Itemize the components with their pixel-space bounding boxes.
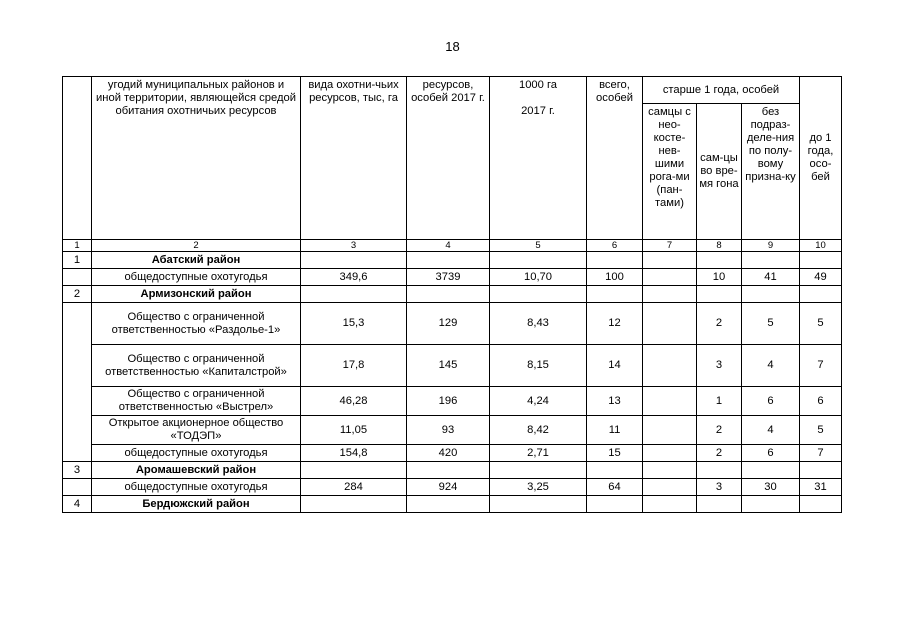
value-c7 xyxy=(643,269,697,286)
column-number: 1 xyxy=(63,240,92,252)
empty-cell xyxy=(587,462,643,479)
value-c10: 6 xyxy=(800,387,842,416)
district-row xyxy=(63,286,842,303)
empty-cell xyxy=(697,462,742,479)
value-c3: 15,3 xyxy=(301,303,407,345)
value-c5: 8,43 xyxy=(490,303,587,345)
column-number: 8 xyxy=(697,240,742,252)
empty-cell xyxy=(490,286,587,303)
empty-cell xyxy=(800,462,842,479)
table-row xyxy=(63,345,842,387)
value-c9: 4 xyxy=(742,345,800,387)
value-c4: 420 xyxy=(407,445,490,462)
value-c8: 3 xyxy=(697,345,742,387)
row-number-cell xyxy=(63,269,92,286)
empty-cell xyxy=(301,286,407,303)
holder-name: Общество с ограниченной ответственностью «Раздолье-1» xyxy=(92,303,301,345)
empty-cell xyxy=(490,462,587,479)
empty-cell xyxy=(697,252,742,269)
header-col8: сам-цы во вре-мя гона xyxy=(697,104,742,240)
empty-cell xyxy=(407,252,490,269)
header-col2: угодий муниципальных районов и иной территории, являющейся средой обитания охотничьих ресурсов xyxy=(92,77,301,240)
empty-cell xyxy=(407,496,490,513)
value-c9: 5 xyxy=(742,303,800,345)
value-c3: 17,8 xyxy=(301,345,407,387)
empty-cell xyxy=(587,286,643,303)
value-c9: 30 xyxy=(742,479,800,496)
district-row xyxy=(63,252,842,269)
empty-cell xyxy=(587,252,643,269)
value-c6: 12 xyxy=(587,303,643,345)
holder-name: Общество с ограниченной ответственностью «Капиталстрой» xyxy=(92,345,301,387)
column-number-row xyxy=(63,240,842,252)
value-c5: 3,25 xyxy=(490,479,587,496)
holder-name: Общество с ограниченной ответственностью «Выстрел» xyxy=(92,387,301,416)
district-row xyxy=(63,462,842,479)
empty-cell xyxy=(742,286,800,303)
value-c8: 3 xyxy=(697,479,742,496)
district-name: Аромашевский район xyxy=(92,462,301,479)
value-c8: 2 xyxy=(697,416,742,445)
district-number: 2 xyxy=(63,286,92,303)
district-name: Бердюжский район xyxy=(92,496,301,513)
page-number: 18 xyxy=(445,39,460,54)
header-col4: ресурсов, особей 2017 г. xyxy=(407,77,490,240)
table-row xyxy=(63,269,842,286)
column-number: 2 xyxy=(92,240,301,252)
value-c10: 5 xyxy=(800,416,842,445)
value-c7 xyxy=(643,445,697,462)
value-c4: 145 xyxy=(407,345,490,387)
value-c5: 8,42 xyxy=(490,416,587,445)
empty-cell xyxy=(407,462,490,479)
header-col3: вида охотни-чьих ресурсов, тыс, га xyxy=(301,77,407,240)
row-number-cell xyxy=(63,303,92,462)
value-c9: 41 xyxy=(742,269,800,286)
district-number: 1 xyxy=(63,252,92,269)
value-c10: 31 xyxy=(800,479,842,496)
value-c6: 100 xyxy=(587,269,643,286)
empty-cell xyxy=(490,496,587,513)
value-c7 xyxy=(643,303,697,345)
empty-cell xyxy=(643,462,697,479)
empty-cell xyxy=(301,252,407,269)
value-c10: 5 xyxy=(800,303,842,345)
column-number: 6 xyxy=(587,240,643,252)
value-c6: 11 xyxy=(587,416,643,445)
value-c3: 349,6 xyxy=(301,269,407,286)
value-c8: 2 xyxy=(697,445,742,462)
column-number: 10 xyxy=(800,240,842,252)
value-c7 xyxy=(643,345,697,387)
value-c5: 10,70 xyxy=(490,269,587,286)
empty-cell xyxy=(490,252,587,269)
empty-cell xyxy=(800,286,842,303)
value-c4: 129 xyxy=(407,303,490,345)
value-c6: 14 xyxy=(587,345,643,387)
value-c4: 924 xyxy=(407,479,490,496)
district-number: 3 xyxy=(63,462,92,479)
value-c5: 2,71 xyxy=(490,445,587,462)
empty-cell xyxy=(407,286,490,303)
value-c4: 3739 xyxy=(407,269,490,286)
value-c7 xyxy=(643,387,697,416)
value-c6: 15 xyxy=(587,445,643,462)
value-c9: 6 xyxy=(742,387,800,416)
holder-name: общедоступные охотугодья xyxy=(92,445,301,462)
value-c3: 11,05 xyxy=(301,416,407,445)
district-number: 4 xyxy=(63,496,92,513)
value-c10: 7 xyxy=(800,445,842,462)
value-c4: 93 xyxy=(407,416,490,445)
header-col5-line2: 2017 г. xyxy=(521,105,555,117)
district-name: Абатский район xyxy=(92,252,301,269)
value-c7 xyxy=(643,416,697,445)
header-col10: до 1 года, осо-бей xyxy=(800,77,842,240)
table-row xyxy=(63,387,842,416)
empty-cell xyxy=(643,286,697,303)
empty-cell xyxy=(301,496,407,513)
header-col1 xyxy=(63,77,92,240)
empty-cell xyxy=(800,252,842,269)
holder-name: Открытое акционерное общество «ТОДЭП» xyxy=(92,416,301,445)
empty-cell xyxy=(697,496,742,513)
header-group-older: старше 1 года, особей xyxy=(643,77,800,104)
value-c8: 2 xyxy=(697,303,742,345)
header-col6: всего, особей xyxy=(587,77,643,240)
empty-cell xyxy=(697,286,742,303)
value-c3: 284 xyxy=(301,479,407,496)
value-c6: 64 xyxy=(587,479,643,496)
value-c5: 8,15 xyxy=(490,345,587,387)
holder-name: общедоступные охотугодья xyxy=(92,269,301,286)
value-c7 xyxy=(643,479,697,496)
district-name: Армизонский район xyxy=(92,286,301,303)
value-c10: 49 xyxy=(800,269,842,286)
holder-name: общедоступные охотугодья xyxy=(92,479,301,496)
column-number: 4 xyxy=(407,240,490,252)
value-c6: 13 xyxy=(587,387,643,416)
column-number: 5 xyxy=(490,240,587,252)
column-number: 7 xyxy=(643,240,697,252)
value-c8: 1 xyxy=(697,387,742,416)
empty-cell xyxy=(587,496,643,513)
table-row xyxy=(63,303,842,345)
value-c4: 196 xyxy=(407,387,490,416)
table-row xyxy=(63,416,842,445)
header-col9: без подраз-деле-ния по полу-вому призна-ку xyxy=(742,104,800,240)
value-c3: 154,8 xyxy=(301,445,407,462)
empty-cell xyxy=(800,496,842,513)
wildlife-table xyxy=(62,76,842,513)
table-row xyxy=(63,479,842,496)
column-number: 9 xyxy=(742,240,800,252)
header-col5 xyxy=(490,77,587,240)
value-c10: 7 xyxy=(800,345,842,387)
column-number: 3 xyxy=(301,240,407,252)
empty-cell xyxy=(742,252,800,269)
value-c9: 6 xyxy=(742,445,800,462)
header-col7: самцы с нео-косте-нев-шими рога-ми (пан-тами) xyxy=(643,104,697,240)
empty-cell xyxy=(643,252,697,269)
value-c8: 10 xyxy=(697,269,742,286)
district-row xyxy=(63,496,842,513)
empty-cell xyxy=(643,496,697,513)
empty-cell xyxy=(742,496,800,513)
value-c3: 46,28 xyxy=(301,387,407,416)
row-number-cell xyxy=(63,479,92,496)
value-c9: 4 xyxy=(742,416,800,445)
empty-cell xyxy=(742,462,800,479)
empty-cell xyxy=(301,462,407,479)
table-row xyxy=(63,445,842,462)
value-c5: 4,24 xyxy=(490,387,587,416)
header-col5-line1: 1000 га xyxy=(518,79,558,91)
